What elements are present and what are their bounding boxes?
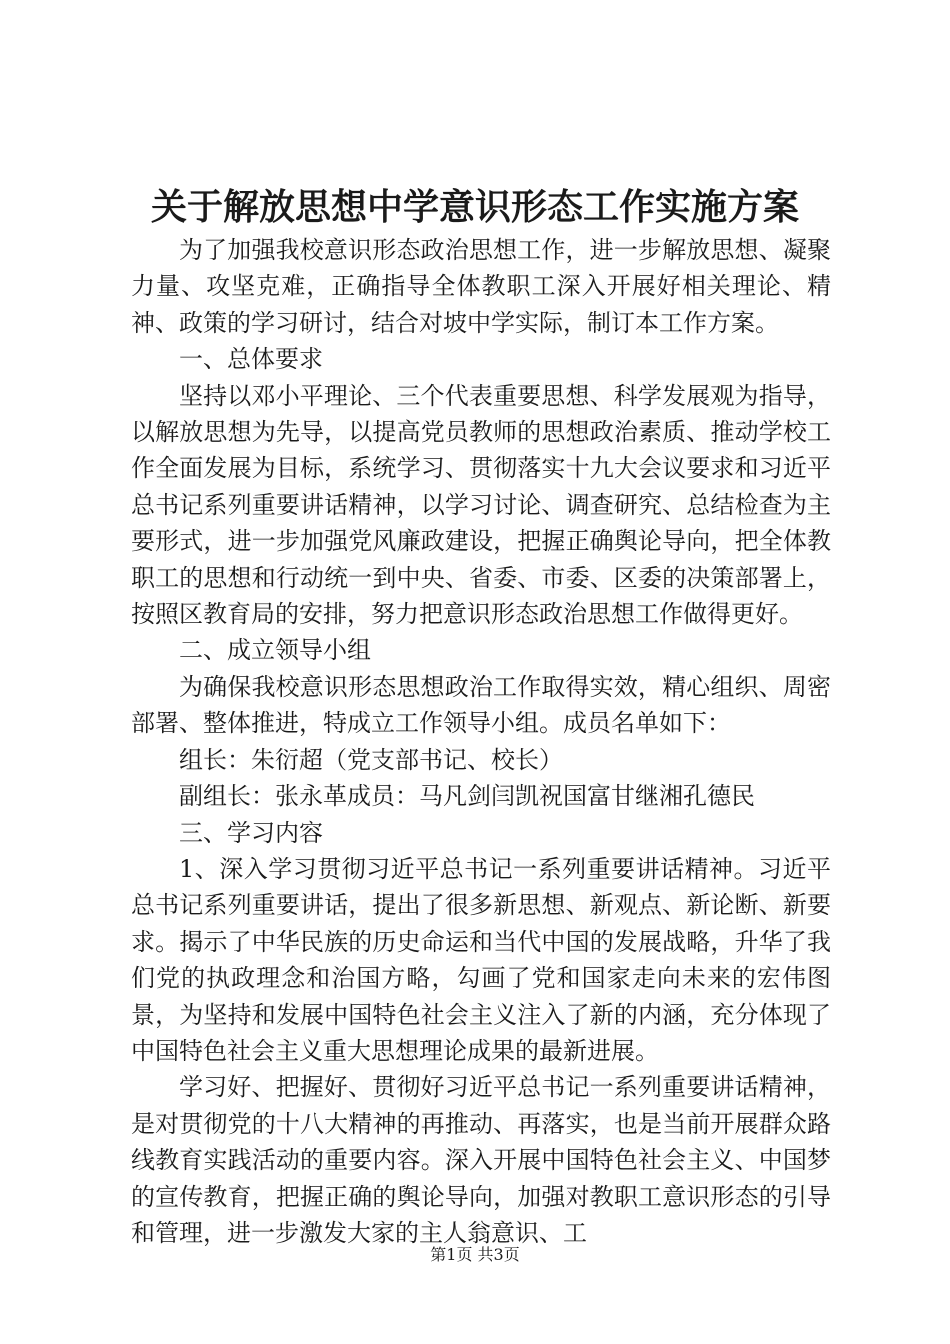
page-number-footer: 第1页 共3页 <box>430 1245 520 1264</box>
study-content-paragraph: 学习好、把握好、贯彻好习近平总书记一系列重要讲话精神，是对贯彻党的十八大精神的再推动、再落实，也是当前开展群众路线教育实践活动的重要内容。深入开展中国特色社会主义、中国梦的宣传教育，把握正确的舆论导向，加强对教职工意识形态的引导和管理，进一步激发大家的主人翁意识、工 <box>131 1073 831 1247</box>
section-heading-general-requirements: 一、总体要求 <box>179 345 323 374</box>
general-requirements-paragraph: 坚持以邓小平理论、三个代表重要思想、科学发展观为指导，以解放思想为先导，以提高党员教师的思想政治素质、推动学校工作全面发展为目标，系统学习、贯彻落实十九大会议要求和习近平总书记系列重要讲话精神，以学习讨论、调查研究、总结检查为主要形式，进一步加强党风廉政建设，把握正确舆论导向，把全体教职工的思想和行动统一到中央、省委、市委、区委的决策部署上，按照区教育局的安排，努力把意识形态政治思想工作做得更好。 <box>131 381 831 629</box>
section-heading-leadership-group: 二、成立领导小组 <box>179 636 371 665</box>
study-content-item-1: 1、深入学习贯彻习近平总书记一系列重要讲话精神。习近平总书记系列重要讲话，提出了很多新思想、新观点、新论断、新要求。揭示了中华民族的历史命运和当代中国的发展战略，升华了我们党的执政理念和治国方略，勾画了党和国家走向未来的宏伟图景，为坚持和发展中国特色社会主义注入了新的内涵，充分体现了中国特色社会主义重大思想理论成果的最新进展。 <box>131 854 831 1065</box>
leadership-group-paragraph: 为确保我校意识形态思想政治工作取得实效，精心组织、周密部署、整体推进，特成立工作领导小组。成员名单如下： <box>131 672 831 738</box>
deputy-leader-members-line: 副组长：张永革成员：马凡剑闫凯祝国富甘继湘孔德民 <box>179 782 755 811</box>
document-body <box>131 232 831 1251</box>
intro-paragraph: 为了加强我校意识形态政治思想工作，进一步解放思想、凝聚力量、攻坚克难，正确指导全体教职工深入开展好相关理论、精神、政策的学习研讨，结合对坡中学实际，制订本工作方案。 <box>131 236 831 337</box>
group-leader-line: 组长：朱衍超（党支部书记、校长） <box>179 745 563 774</box>
document-title: 关于解放思想中学意识形态工作实施方案 <box>150 186 799 228</box>
section-heading-study-content: 三、学习内容 <box>179 818 323 847</box>
